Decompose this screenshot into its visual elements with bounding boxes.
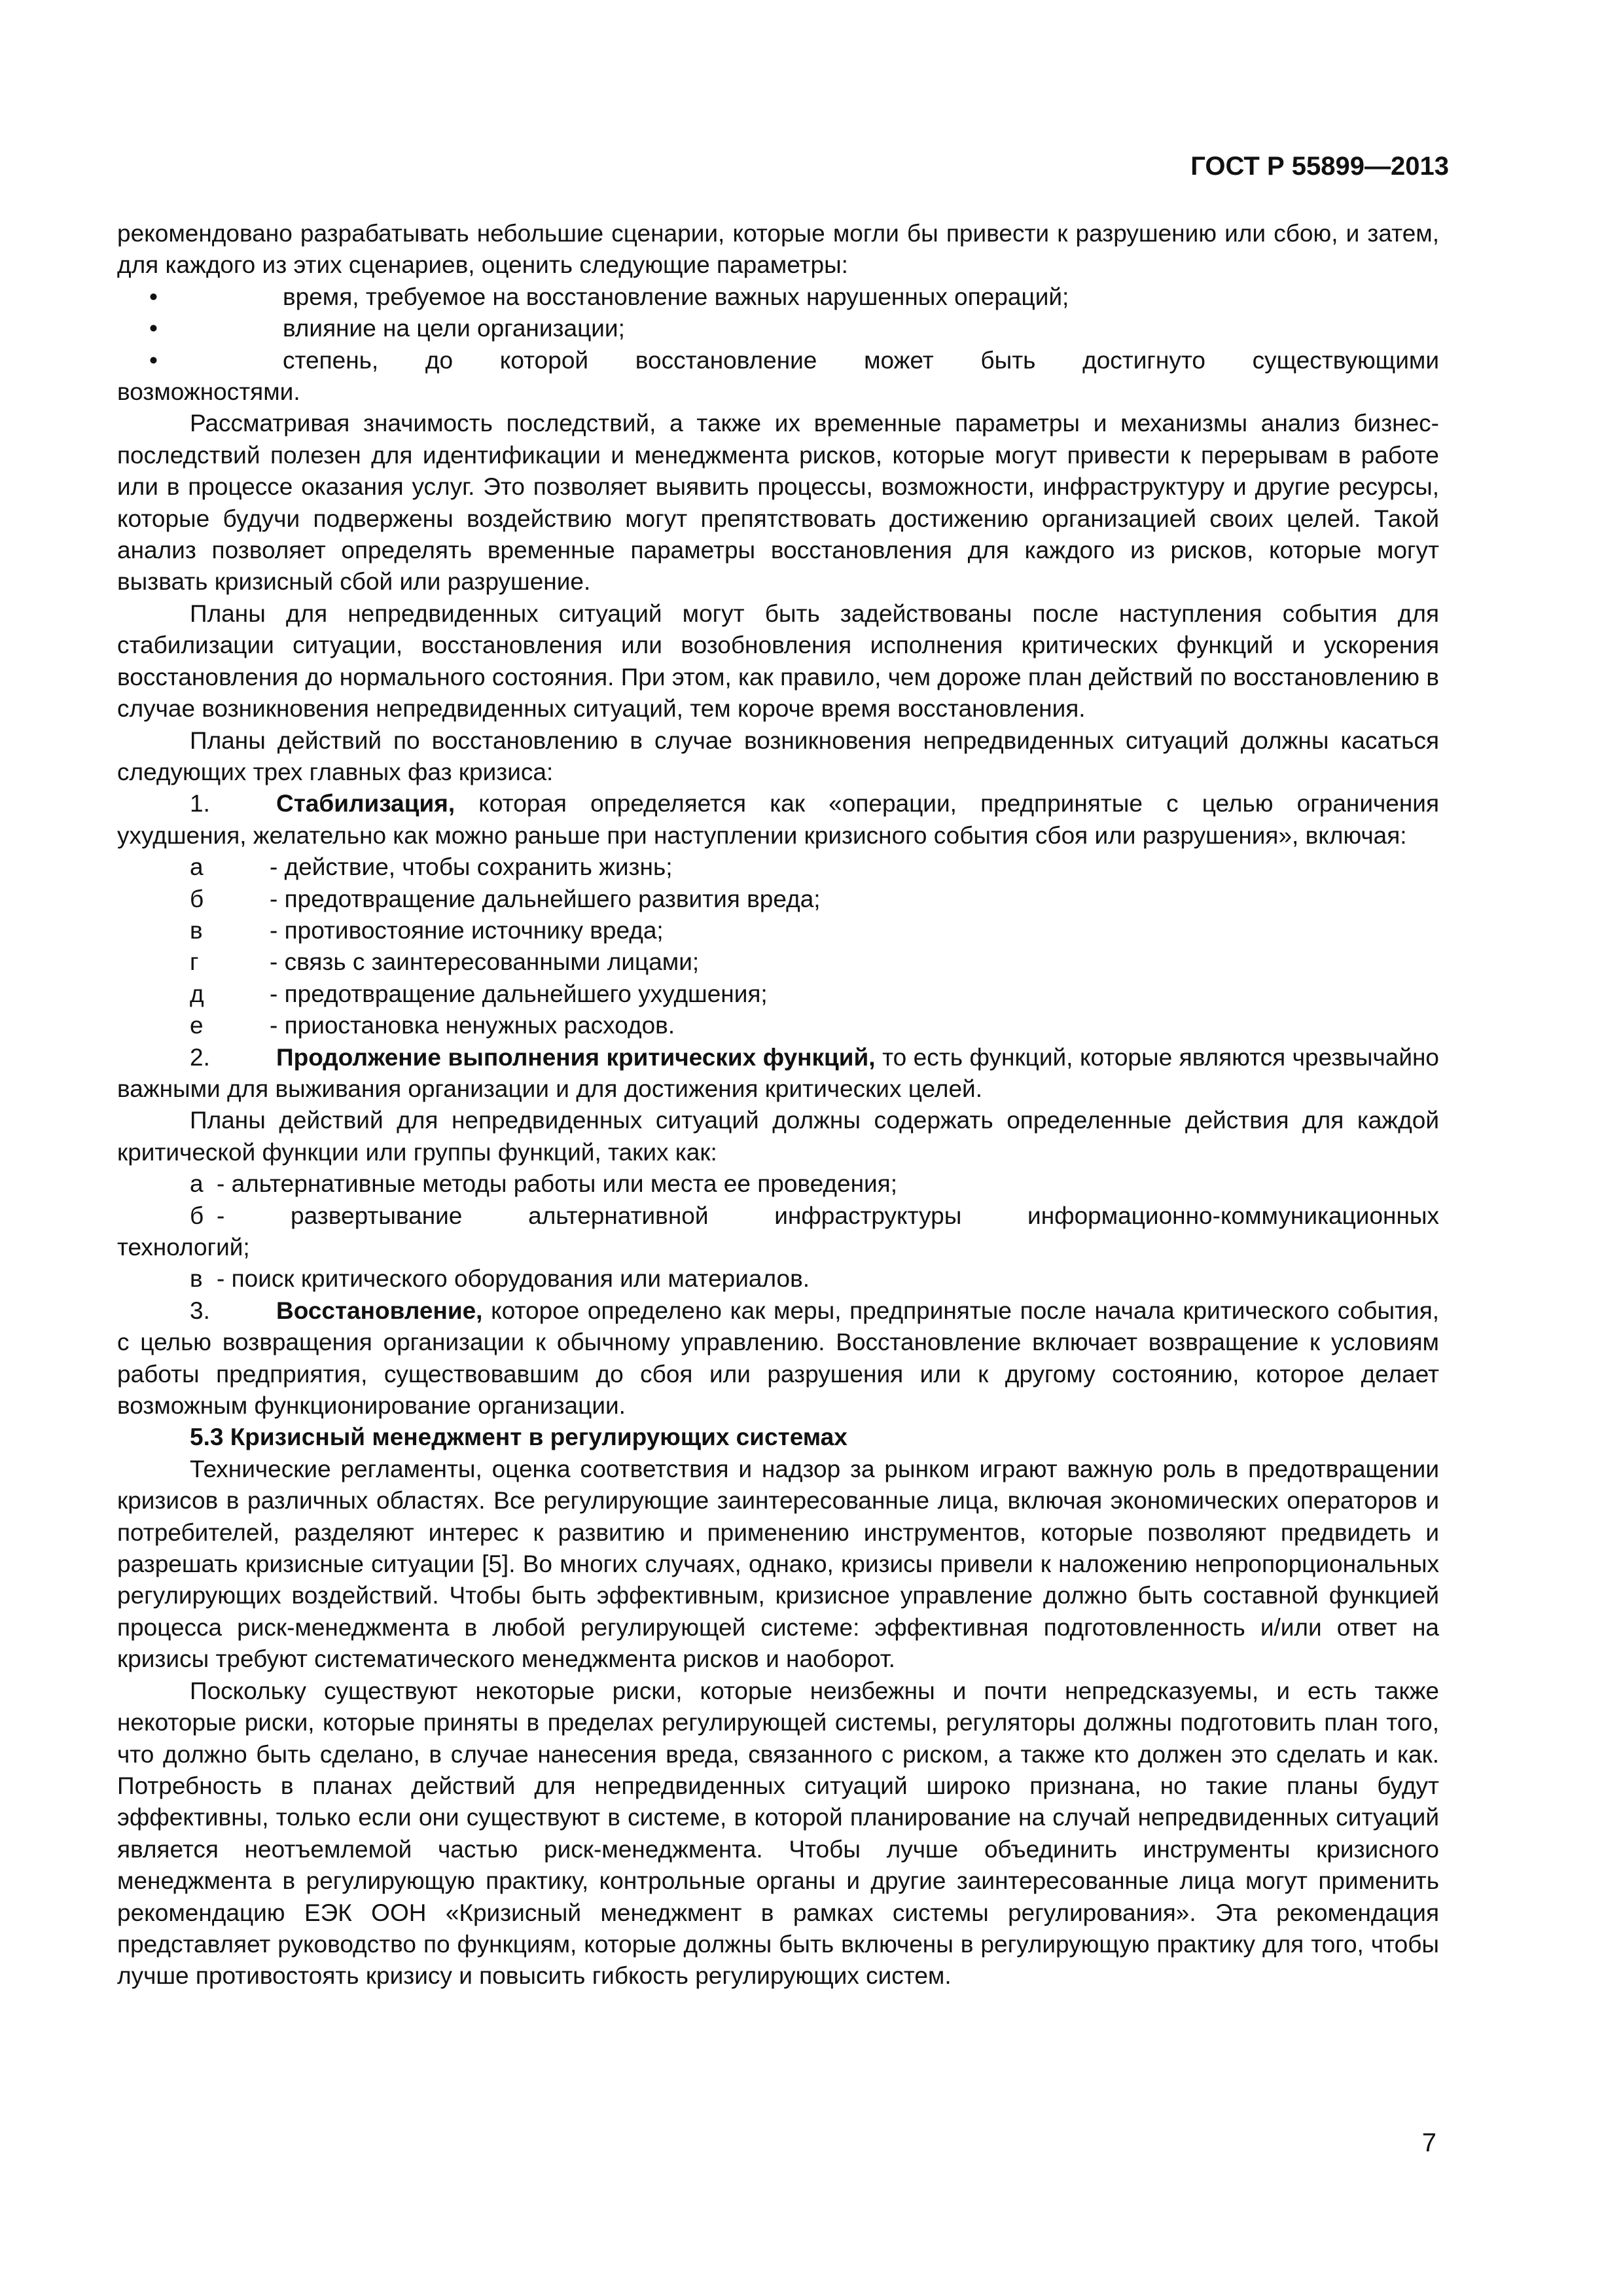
list-text: - предотвращение дальнейшего развития вреда; bbox=[270, 885, 821, 912]
list-text: - альтернативные методы работы или места ее проведения; bbox=[217, 1170, 897, 1198]
document-body bbox=[117, 218, 1439, 1992]
phase-number: 2. bbox=[190, 1043, 210, 1071]
paragraph: Планы действий по восстановлению в случае возникновения непредвиденных ситуаций должны касаться следующих трех главных фаз кризиса: bbox=[117, 726, 1439, 785]
paragraph: Рассматривая значимость последствий, а также их временные параметры и механизмы анализ бизнес-последствий полезен для идентификации и менеджмента рисков, которые могут привести к перерывам в работе или в процессе оказания услуг. Это позволяет выявить процессы, возможности, инфраструктуру и другие ресурсы, которые будучи подвержены воздействию могут препятствовать достижению организацией своих целей. Такой анализ позволяет определять временные параметры восстановления для каждого из рисков, которые могут вызвать кризисный сбой или разрушение. bbox=[117, 410, 1439, 596]
list-text: - действие, чтобы сохранить жизнь; bbox=[270, 853, 673, 881]
bullet-text: степень, до которой восстановление может быть достигнуто существующими bbox=[283, 346, 1439, 374]
bullet-text: время, требуемое на восстановление важных нарушенных операций; bbox=[283, 283, 1069, 310]
bullet-text: влияние на цели организации; bbox=[283, 315, 625, 342]
bullet-item bbox=[117, 313, 1439, 344]
bullet-item bbox=[117, 345, 1439, 376]
bullet-continuation: возможностями. bbox=[117, 378, 300, 406]
list-letter: в bbox=[190, 1265, 203, 1293]
phase-title: Восстановление, bbox=[276, 1297, 483, 1324]
list-continuation: технологий; bbox=[117, 1234, 250, 1261]
list-letter: б bbox=[190, 1202, 204, 1229]
phase-title: Стабилизация, bbox=[276, 790, 455, 817]
paragraph: Планы действий для непредвиденных ситуаций должны содержать определенные действия для каждой критической функции или группы функций, таких как: bbox=[117, 1107, 1439, 1166]
list-letter: е bbox=[190, 1012, 204, 1039]
list-text: - связь с заинтересованными лицами; bbox=[270, 948, 700, 976]
paragraph: Поскольку существуют некоторые риски, которые неизбежны и почти непредсказуемы, и есть также некоторые риски, которые приняты в пределах регулирующей системы, регуляторы должны подготовить план того, что должно быть сделано, в случае нанесения вреда, связанного с риском, а также кто должен это сделать и как. Потребность в планах действий для непредвиденных ситуаций широко признана, но такие планы будут эффективны, только если они существуют в системе, в которой планирование на случай непредвиденных ситуаций является неотъемлемой частью риск-менеджмента. Чтобы лучше объединить инструменты кризисного менеджмента в регулирующую практику, контрольные органы и другие заинтересованные лица могут применить рекомендацию ЕЭК ООН «Кризисный менеджмент в рамках системы регулирования». Эта рекомендация представляет руководство по функциям, которые должны быть включены в регулирующую практику для того, чтобы лучше противостоять кризису и повысить гибкость регулирующих систем. bbox=[117, 1677, 1439, 1990]
list-letter: д bbox=[190, 980, 204, 1007]
list-letter: г bbox=[190, 948, 199, 976]
paragraph: Технические регламенты, оценка соответствия и надзор за рынком играют важную роль в предотвращении кризисов в различных областях. Все регулирующие заинтересованные лица, включая экономических операторов и потребителей, разделяют интерес к развитию и применению инструментов, которые позволяют предвидеть и разрешать кризисные ситуации [5]. Во многих случаях, однако, кризисы привели к наложению непропорциональных регулирующих воздействий. Чтобы быть эффективным, кризисное управление должно быть составной функцией процесса риск-менеджмента в любой регулирующей системе: эффективная подготовленность и/или ответ на кризисы требуют систематического менеджмента рисков и наоборот. bbox=[117, 1455, 1439, 1673]
section-heading: 5.3 Кризисный менеджмент в регулирующих системах bbox=[190, 1424, 847, 1451]
list-item bbox=[117, 884, 1439, 915]
phase-2 bbox=[117, 1042, 1439, 1105]
list-text: - поиск критического оборудования или материалов. bbox=[217, 1265, 810, 1293]
list-item bbox=[117, 946, 1439, 978]
phase-1 bbox=[117, 788, 1439, 852]
intro-paragraph: рекомендовано разрабатывать небольшие сценарии, которые могли бы привести к разрушению или сбою, и затем, для каждого из этих сценариев, оценить следующие параметры: bbox=[117, 220, 1439, 279]
bullet-marker: • bbox=[149, 315, 158, 342]
standard-code: ГОСТ Р 55899—2013 bbox=[1190, 152, 1449, 181]
list-letter: а bbox=[190, 853, 204, 881]
list-text: - противостояние источнику вреда; bbox=[270, 916, 664, 944]
list-letter: б bbox=[190, 885, 204, 912]
list-letter: а bbox=[190, 1170, 204, 1198]
list-item bbox=[117, 978, 1439, 1010]
list-item bbox=[117, 1200, 1439, 1232]
list-text: - развертывание альтернативной инфраструктуры информационно-коммуникационных bbox=[217, 1202, 1439, 1229]
phase-text: которая определяется как «операции, предпринятые с целью ограничения ухудшения, желательно как можно раньше при наступлении кризисного события сбоя или разрушения», включая: bbox=[117, 790, 1439, 849]
list-item bbox=[117, 1263, 1439, 1295]
list-item bbox=[117, 915, 1439, 946]
phase-text: то есть функций, которые являются чрезвычайно важными для выживания организации и для достижения критических целей. bbox=[117, 1043, 1440, 1102]
bullet-item bbox=[117, 281, 1439, 313]
bullet-marker: • bbox=[149, 283, 158, 310]
list-text: - предотвращение дальнейшего ухудшения; bbox=[270, 980, 768, 1007]
paragraph: Планы для непредвиденных ситуаций могут быть задействованы после наступления события для стабилизации ситуации, восстановления или возобновления исполнения критических функций и ускорения восстановления до нормального состояния. При этом, как правило, чем дороже план действий по восстановлению в случае возникновения непредвиденных ситуаций, тем короче время восстановления. bbox=[117, 600, 1439, 723]
list-text: - приостановка ненужных расходов. bbox=[270, 1012, 675, 1039]
bullet-marker: • bbox=[149, 346, 158, 374]
list-item bbox=[117, 1168, 1439, 1200]
phase-number: 1. bbox=[190, 790, 210, 817]
list-item bbox=[117, 1010, 1439, 1041]
phase-number: 3. bbox=[190, 1297, 210, 1324]
phase-text: которое определено как меры, предпринятые после начала критического события, с целью возвращения организации к обычному управлению. Восстановление включает возвращение к условиям работы предприятия, существовавшим до сбоя или разрушения или к другому состоянию, которое делает возможным функционирование организации. bbox=[117, 1297, 1440, 1420]
phase-title: Продолжение выполнения критических функций, bbox=[276, 1043, 876, 1071]
page-number: 7 bbox=[1421, 2128, 1436, 2157]
list-item bbox=[117, 852, 1439, 883]
phase-3 bbox=[117, 1295, 1439, 1422]
list-letter: в bbox=[190, 916, 203, 944]
